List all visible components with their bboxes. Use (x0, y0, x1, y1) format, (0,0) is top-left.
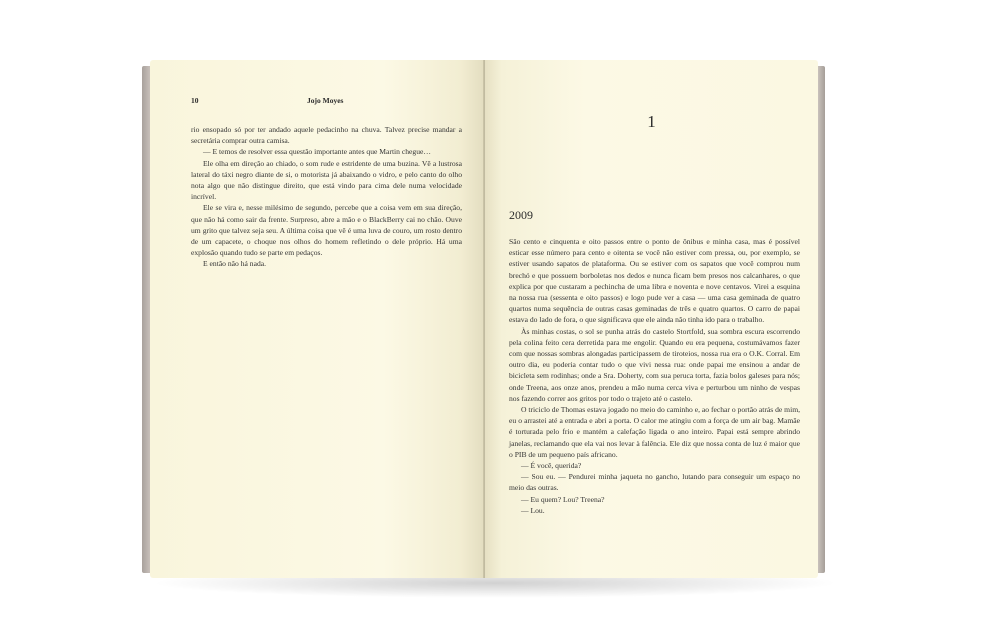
paragraph: Às minhas costas, o sol se punha atrás do castelo Stortfold, sua sombra escura escorrendo pela colina feito cera derretida para me engolir. Quando eu era pequena, costumávamos fazer com que nossas sombras alongadas participassem de tiroteios, nossa rua era o O.K. Corral. Em outro dia, eu poderia contar tudo o que vivi nessa rua: onde papai me ensinou a andar de bicicleta sem rodinhas; onde a Sra. Doherty, com sua peruca torta, fazia bolos galeses para nós; onde Treena, aos onze anos, prendeu a mão numa cerca viva e perturbou um ninho de vespas nos fazendo correr aos gritos por todo o trajeto até o castelo. (509, 326, 800, 403)
chapter-number: 1 (647, 112, 656, 131)
chapter-year-heading: 2009 (509, 208, 533, 222)
paragraph: — Sou eu. — Pendurei minha jaqueta no gancho, lutando para conseguir um espaço no meio das outras. (509, 472, 800, 493)
paragraph: — É você, querida? (521, 461, 582, 471)
paragraph: — E temos de resolver essa questão importante antes que Martin chegue… (203, 147, 431, 157)
running-head-author: Jojo Moyes (307, 96, 344, 105)
paragraph: Ele olha em direção ao chiado, o som rude e estridente de uma buzina. Vê a lustrosa lateral do táxi negro diante de si, o motorista já abaixando o vidro, e pelo canto do olho nota algo que não distingue direito, que está vindo para cima dele numa velocidade incrível. (191, 158, 462, 202)
paragraph: O triciclo de Thomas estava jogado no meio do caminho e, ao fechar o portão atrás de mim, eu o arrastei até a entrada e abri a porta. O calor me atingiu com a força de um air bag. Mamãe é torturada pelo frio e mantém a calefação ligada o ano inteiro. Papai está sempre abrindo janelas, reclamando que ela vai nos levar à falência. Ele diz que nossa conta de luz é maior que o PIB de um pequeno país africano. (509, 405, 800, 459)
left-page-text (191, 124, 462, 270)
paragraph: Ele se vira e, nesse milésimo de segundo, percebe que a coisa vem em sua direção, que não há como sair da frente. Surpreso, abre a mão e o BlackBerry cai no chão. Ouve um grito que talvez seja seu. A última coisa que vê é uma luva de couro, um rosto dentro de um capacete, o choque nos olhos do homem refletindo o dele próprio. Há uma explosão quando tudo se parte em pedaços. (191, 203, 462, 258)
right-page (485, 60, 818, 578)
left-page (150, 60, 484, 578)
paragraph: — Lou. (521, 505, 545, 515)
paragraph: E então não há nada. (203, 259, 267, 269)
paragraph: São cento e cinquenta e oito passos entre o ponto de ônibus e minha casa, mas é possível esticar esse número para cento e oitenta se você não estiver com pressa, ou, por exemplo, se estiver usando sapatos de plataforma. Ou se estiver com os sapatos que você comprou num brechó e que possuem borboletas nos dedos e nunca ficam bem presos nos calcanhares, o que explica por que custaram a pechincha de uma libra e noventa e nove centavos. Virei a esquina na nossa rua (sessenta e oito passos) e logo pude ver a casa — uma casa geminada de quatro quartos numa sequência de outras casas geminadas de três e quatro quartos. O carro de papai estava do lado de fora, o que significava que ele ainda não tinha ido para o trabalho. (509, 237, 800, 325)
page-number: 10 (191, 96, 199, 105)
right-page-text (509, 236, 800, 516)
paragraph: — Eu quem? Lou? Treena? (521, 494, 605, 504)
paragraph: rio ensopado só por ter andado aquele pedacinho na chuva. Talvez precise mandar a secretária comprar outra camisa. (191, 125, 462, 146)
